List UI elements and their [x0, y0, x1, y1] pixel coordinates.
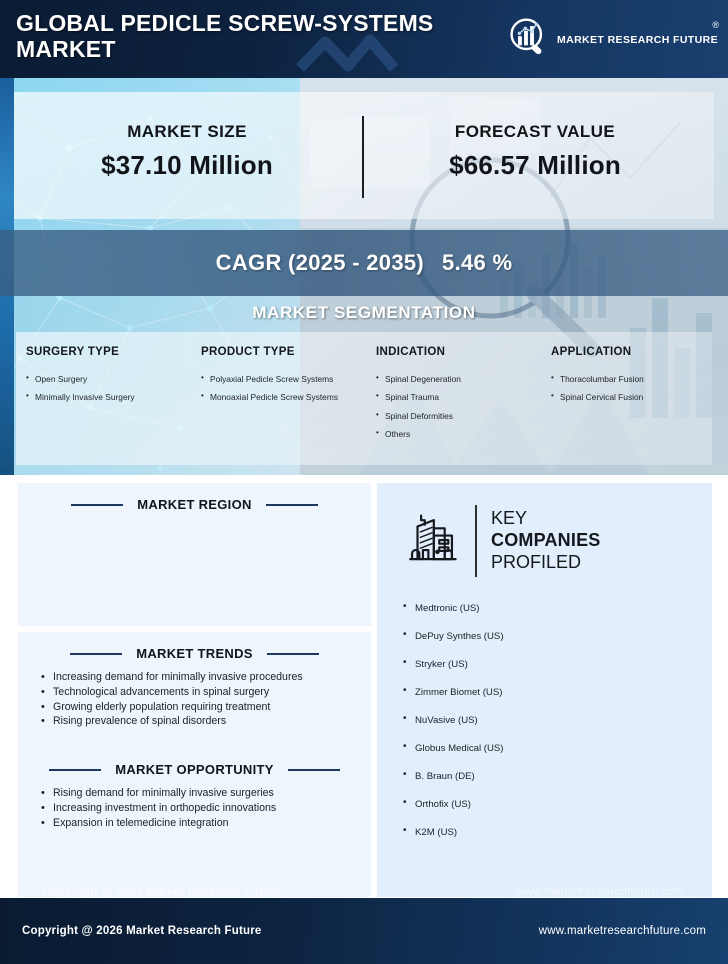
- market-region-title: MARKET REGION: [137, 497, 252, 512]
- list-item: • B. Braun (DE): [403, 771, 712, 782]
- cagr-value: 5.46 %: [442, 250, 513, 275]
- page-footer: [0, 898, 728, 964]
- key-companies-header: [377, 483, 712, 577]
- watermark-copyright: Copyright @ 2025 Market Research Future: [42, 886, 282, 898]
- page-title: GLOBAL PEDICLE SCREW-SYSTEMS MARKET: [16, 10, 434, 63]
- segment-heading: SURGERY TYPE: [26, 346, 120, 358]
- market-region-panel: [18, 483, 371, 626]
- segment-heading: PRODUCT TYPE: [201, 346, 295, 358]
- logo: [507, 16, 718, 60]
- list-item: • Stryker (US): [403, 659, 712, 670]
- divider-dash-right: [267, 653, 319, 655]
- market-size-label: MARKET SIZE: [127, 122, 247, 141]
- list-item: • Increasing investment in orthopedic innovations: [40, 802, 357, 816]
- segment-heading: APPLICATION: [551, 346, 632, 358]
- segment-column-indication: [376, 346, 461, 449]
- market-opportunity-header: [18, 730, 371, 777]
- cagr-band: [0, 230, 728, 296]
- market-size-value: $37.10 Million: [101, 150, 273, 180]
- key-companies-list: [403, 603, 712, 838]
- list-item: • Globus Medical (US): [403, 743, 712, 754]
- market-segmentation-title: MARKET SEGMENTATION: [252, 303, 476, 322]
- segment-item: • Spinal Trauma: [376, 393, 461, 401]
- registered-mark: ®: [712, 20, 719, 30]
- kpi-card: [14, 92, 714, 219]
- key-companies-heading: [491, 508, 600, 574]
- list-item: • Increasing demand for minimally invasive procedures: [40, 671, 357, 685]
- segment-item: • Spinal Deformities: [376, 412, 461, 420]
- segment-column-application: [551, 346, 644, 412]
- segment-item: • Spinal Degeneration: [376, 375, 461, 383]
- list-item: • Technological advancements in spinal surgery: [40, 686, 357, 700]
- page-header: [0, 0, 728, 78]
- segment-column-product-type: [201, 346, 338, 412]
- heading-line-3: PROFILED: [491, 551, 582, 572]
- list-item: • Growing elderly population requiring treatment: [40, 701, 357, 715]
- segment-item: • Polyaxial Pedicle Screw Systems: [201, 375, 338, 383]
- list-item: • NuVasive (US): [403, 715, 712, 726]
- list-item: • Rising demand for minimally invasive surgeries: [40, 787, 357, 801]
- market-segmentation-card: [16, 332, 712, 465]
- list-item: • Orthofix (US): [403, 799, 712, 810]
- heading-line-1: KEY: [491, 508, 528, 529]
- segment-items: [201, 375, 338, 402]
- watermark-website: www.marketresearchfuture.com: [516, 886, 684, 898]
- heading-line-2: COMPANIES: [491, 530, 601, 551]
- banner-section: [0, 78, 728, 475]
- market-opportunity-title: MARKET OPPORTUNITY: [115, 762, 274, 778]
- segment-item: • Open Surgery: [26, 375, 135, 383]
- key-companies-panel: [377, 483, 712, 897]
- forecast-value-value: $66.57 Million: [449, 150, 621, 180]
- market-opportunity-list: [40, 787, 357, 830]
- segment-items: [376, 375, 461, 439]
- segment-item: • Others: [376, 430, 461, 438]
- divider-dash-left: [70, 653, 122, 655]
- segment-item: • Spinal Cervical Fusion: [551, 393, 644, 401]
- office-building-icon: [403, 512, 461, 570]
- segment-item: • Monoaxial Pedicle Screw Systems: [201, 393, 338, 401]
- market-trends-list: [40, 671, 357, 729]
- kpi-divider: [362, 116, 364, 198]
- forecast-value-block: [370, 122, 700, 181]
- logo-text: MARKET RESEARCH FUTURE: [556, 34, 718, 46]
- segment-items: [26, 375, 135, 402]
- cagr-label: CAGR (2025 - 2035): [215, 250, 425, 275]
- divider-dash-left: [49, 769, 101, 771]
- list-item: • K2M (US): [403, 827, 712, 838]
- market-trends-header: [18, 632, 371, 661]
- list-item: • Expansion in telemedicine integration: [40, 817, 357, 831]
- footer-copyright: Copyright @ 2026 Market Research Future: [22, 925, 262, 937]
- key-companies-divider: [475, 505, 477, 577]
- list-item: • Medtronic (US): [403, 603, 712, 614]
- segment-item: • Thoracolumbar Fusion: [551, 375, 644, 383]
- segment-column-surgery-type: [26, 346, 135, 412]
- market-region-header: [18, 483, 371, 512]
- segment-heading: INDICATION: [376, 346, 446, 358]
- footer-website[interactable]: www.marketresearchfuture.com: [538, 925, 706, 937]
- divider-dash-right: [288, 769, 340, 771]
- divider-dash-left: [71, 504, 123, 506]
- segment-items: [551, 375, 644, 402]
- forecast-value-label: FORECAST VALUE: [454, 122, 616, 141]
- market-trends-title: MARKET TRENDS: [136, 646, 253, 661]
- list-item: • DePuy Synthes (US): [403, 631, 712, 642]
- list-item: • Rising prevalence of spinal disorders: [40, 715, 357, 729]
- list-item: • Zimmer Biomet (US): [403, 687, 712, 698]
- magnifier-bar-chart-icon: [507, 16, 551, 60]
- market-size-block: [22, 122, 352, 181]
- divider-dash-right: [266, 504, 318, 506]
- segment-item: • Minimally Invasive Surgery: [26, 393, 135, 401]
- market-trends-opportunity-panel: [18, 632, 371, 897]
